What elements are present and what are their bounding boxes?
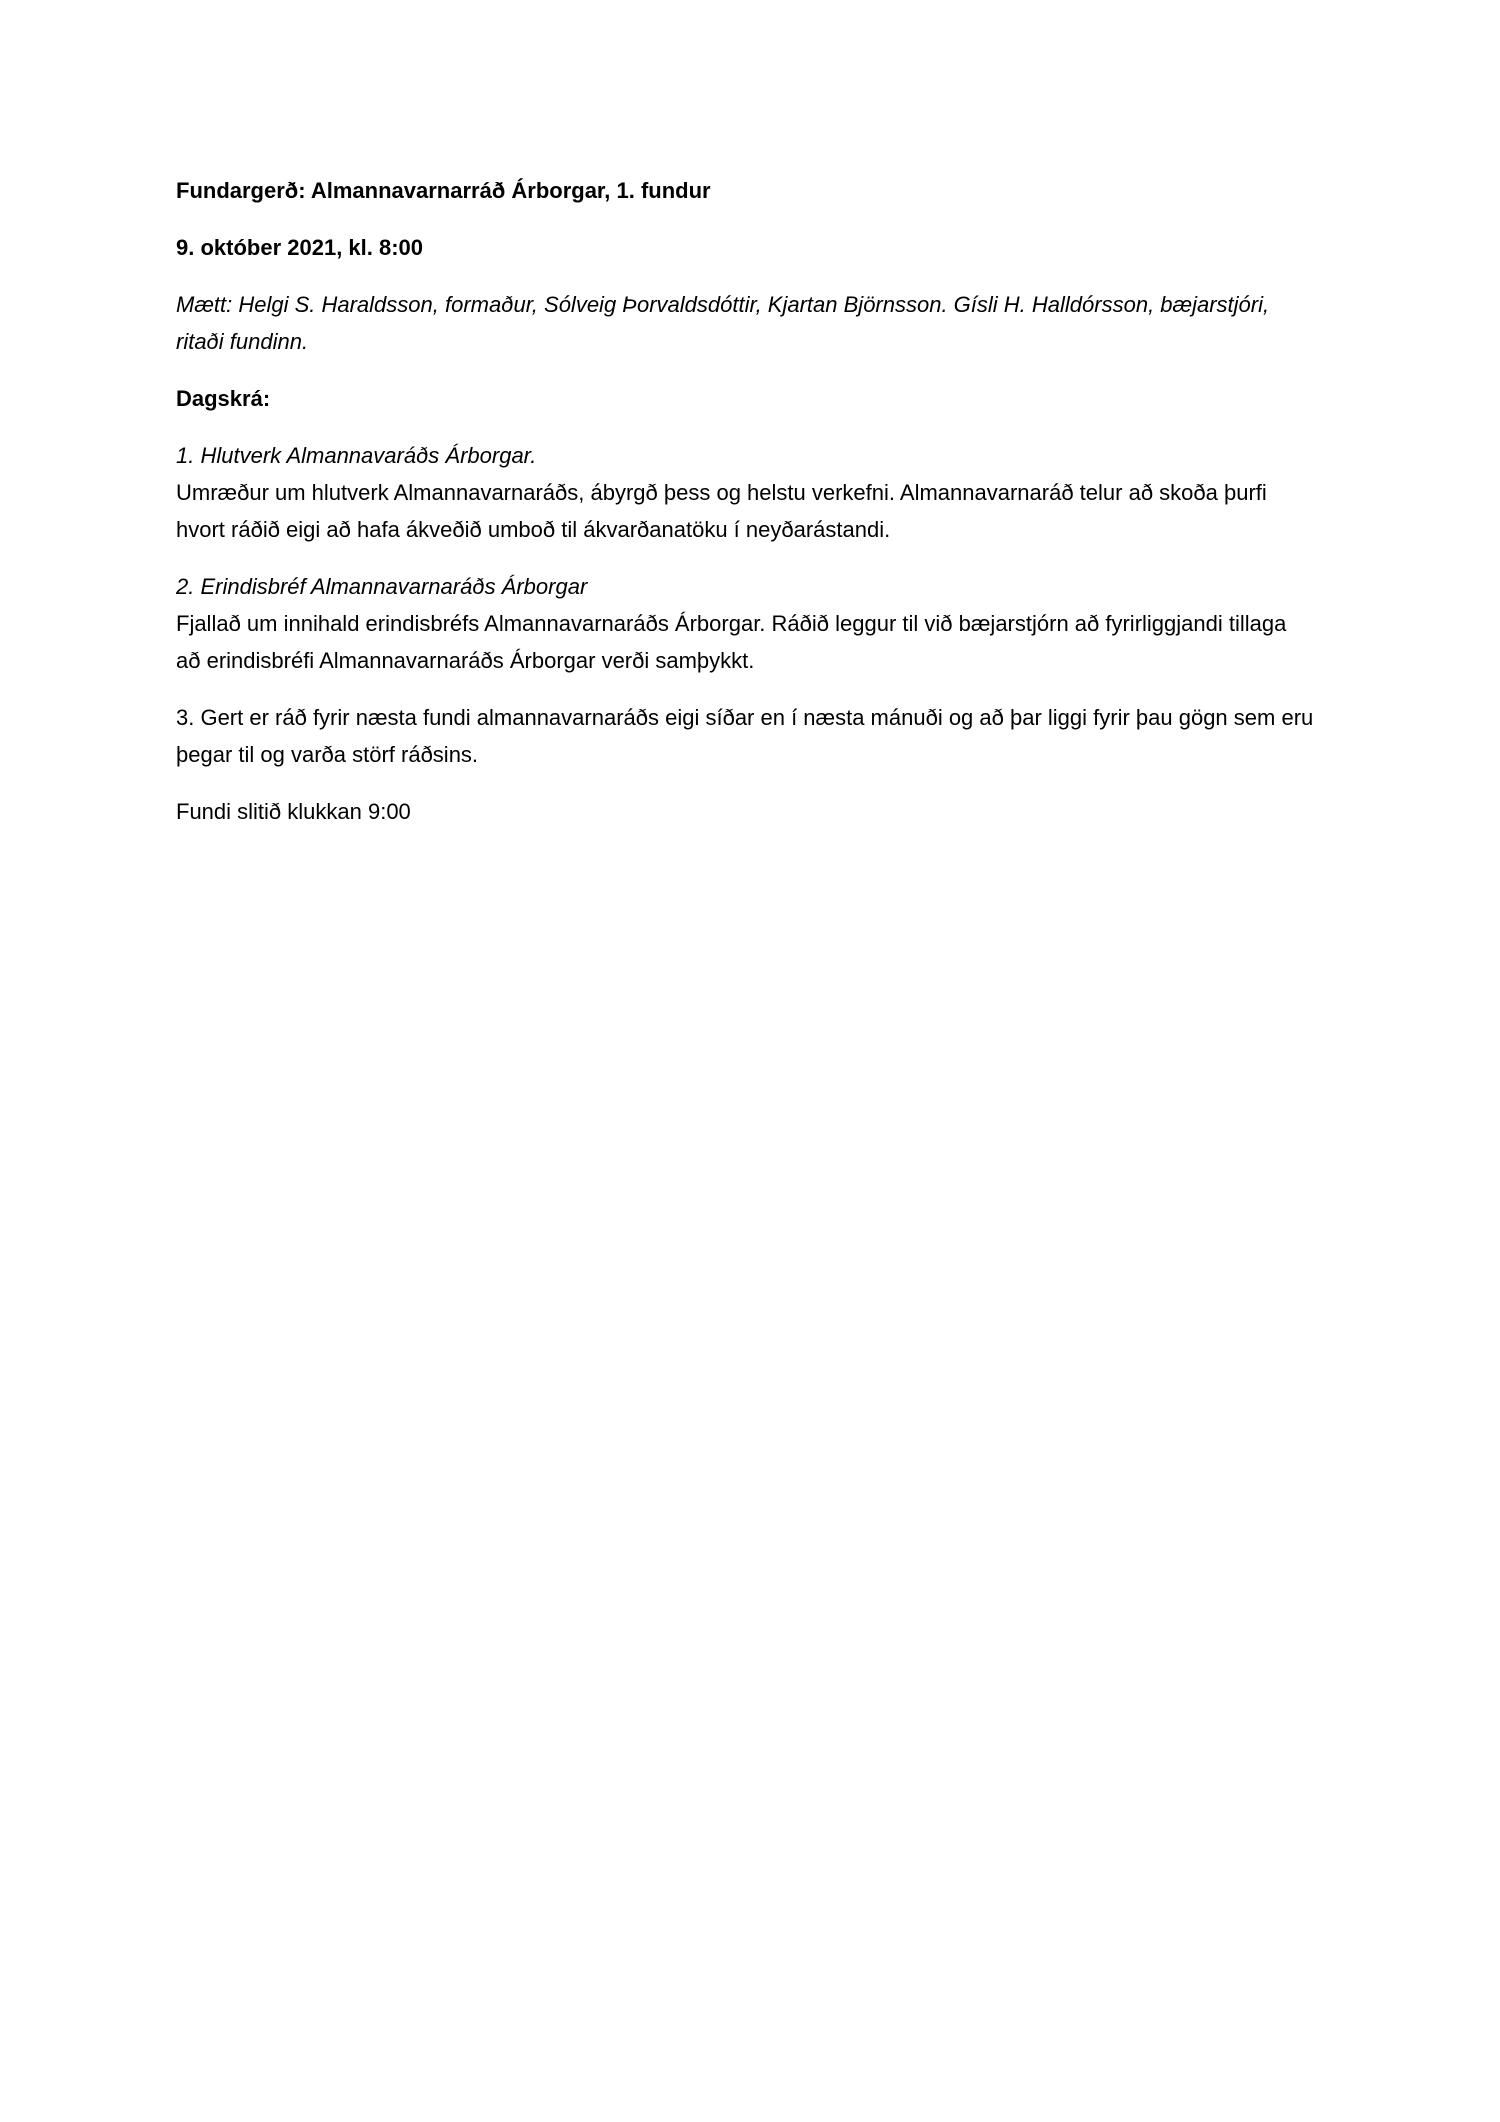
agenda-item-3-body: 3. Gert er ráð fyrir næsta fundi almannavarnaráðs eigi síðar en í næsta mánuði og að þar liggi fyrir þau gögn sem eru þegar til og varða störf ráðsins.: [176, 705, 1314, 767]
document-title: Fundargerð: Almannavarnarráð Árborgar, 1. fundur: [176, 178, 711, 203]
meeting-datetime: 9. október 2021, kl. 8:00: [176, 235, 424, 260]
agenda-item-1: [176, 437, 1316, 548]
document-body: [176, 172, 1316, 850]
agenda-item-2-heading: 2. Erindisbréf Almannavarnaráðs Árborgar: [176, 574, 588, 599]
agenda-item-2: [176, 568, 1316, 679]
agenda-item-1-heading: 1. Hlutverk Almannavaráðs Árborgar.: [176, 443, 537, 468]
agenda-item-1-body: Umræður um hlutverk Almannavarnaráðs, ábyrgð þess og helstu verkefni. Almannavarnaráð telur að skoða þurfi hvort ráðið eigi að hafa ákveðið umboð til ákvarðanatöku í neyðarástandi.: [176, 480, 1267, 542]
attendees-paragraph: Mætt: Helgi S. Haraldsson, formaður, Sólveig Þorvaldsdóttir, Kjartan Björnsson. Gísli H. Halldórsson, bæjarstjóri, ritaði fundinn.: [176, 292, 1270, 354]
agenda-item-2-body: Fjallað um innihald erindisbréfs Almannavarnaráðs Árborgar. Ráðið leggur til við bæjarstjórn að fyrirliggjandi tillaga að erindisbréfi Almannavarnaráðs Árborgar verði samþykkt.: [176, 611, 1287, 673]
closing-line: Fundi slitið klukkan 9:00: [176, 799, 411, 824]
agenda-label: Dagskrá:: [176, 386, 271, 411]
